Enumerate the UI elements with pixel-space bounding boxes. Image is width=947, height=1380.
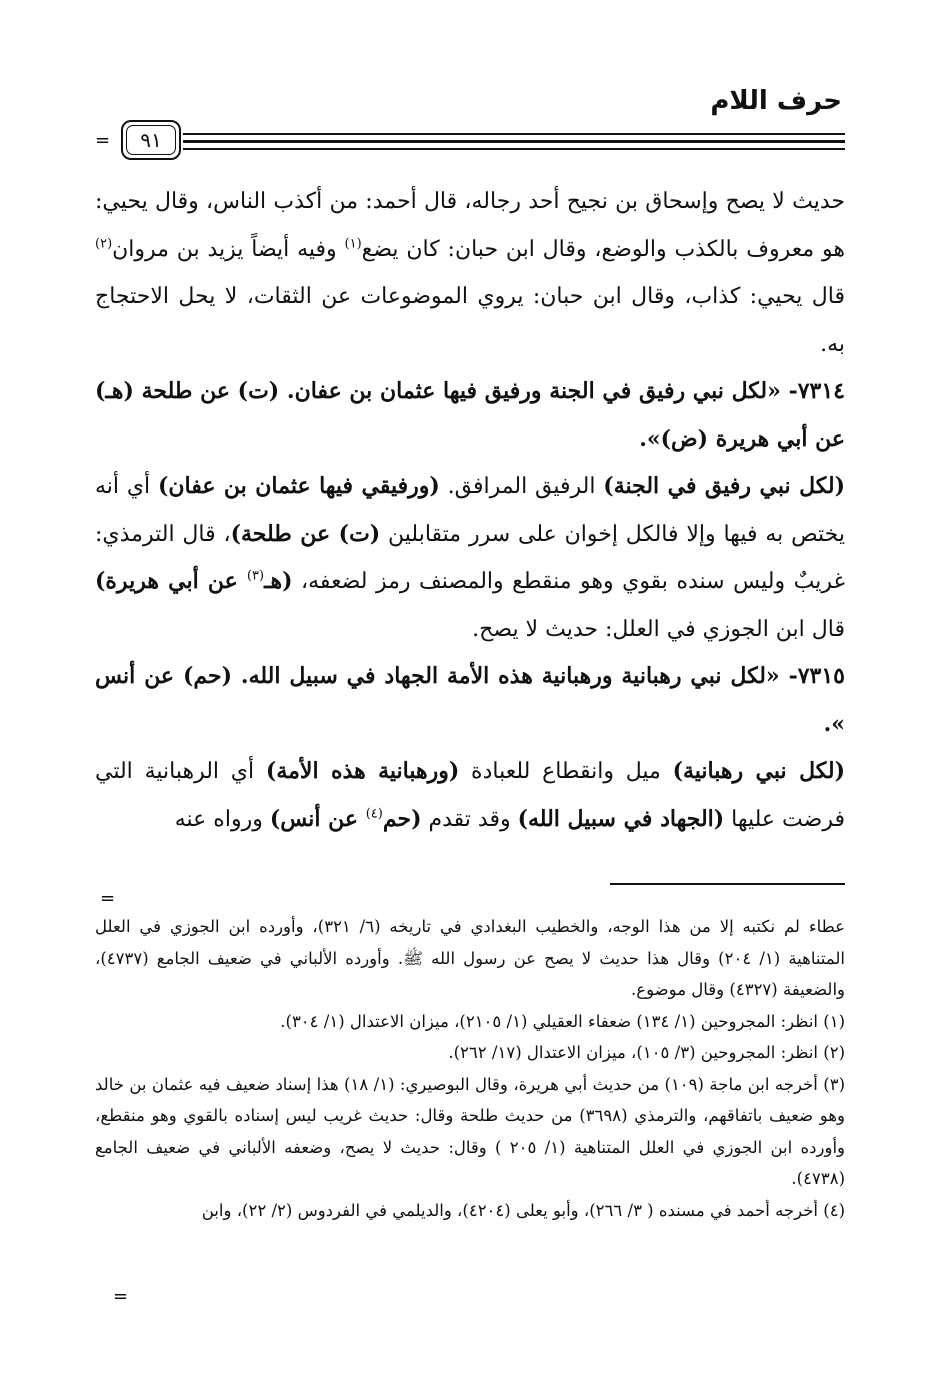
- footnote-ref: (٢): [95, 236, 113, 252]
- bold-run: عن أنس): [269, 805, 366, 832]
- footnote-ref: (٤): [365, 806, 383, 822]
- bold-run: عن أبي هريرة): [95, 568, 247, 594]
- footnote-2: (٢) انظر: المجروحين (٣/ ١٠٥)، ميزان الاعتدال (١٧/ ٢٦٢).: [448, 1043, 845, 1062]
- footnote-1: (١) انظر: المجروحين (١/ ١٣٤) ضعفاء العقيلي (١/ ٢١٠٥)، ميزان الاعتدال (١/ ٣٠٤).: [280, 1011, 845, 1031]
- bold-run: (هـ: [264, 568, 293, 594]
- header-rule-line: [183, 133, 845, 135]
- text-run: أي الرهبانية التي فرضت عليها: [95, 759, 845, 832]
- footnote-carry: عطاء لم نكتبه إلا من هذا الوجه، والخطيب البغدادي في تاريخه (٦/ ٣٢١)، وأورده ابن الجوزي في العلل المتناهية (١/ ٢٠٤) وقال هذا حديث لا يصح عن رسول الله ﷺ. وأورده الألباني في ضعيف الجامع (٤٧٣٧)، والضعيفة (٤٣٢٧) وقال موضوع.: [95, 917, 845, 999]
- bold-run: (لكل نبي رهبانية): [672, 758, 846, 784]
- bold-run: (ورفيقي فيها عثمان بن عفان): [157, 473, 440, 499]
- main-text: [95, 178, 845, 843]
- text-run: ميل وانقطاع للعبادة: [459, 759, 673, 784]
- hadith-text: ٧٣١٤- «لكل نبي رفيق في الجنة ورفيق فيها عثمان بن عفان. (ت) عن طلحة (هـ) عن أبي هريرة (ض)».: [95, 378, 845, 452]
- text-run: حديث لا يصح وإسحاق بن نجيح أحد رجاله، قال أحمد: من أكذب الناس، وقال يحيي: هو معروف بالكذب والوضع، وقال ابن حبان: كان يضع: [95, 189, 845, 262]
- header-rule-line: [183, 148, 845, 150]
- footnotes: [95, 911, 845, 1226]
- text-run: وقد تقدم: [421, 806, 518, 832]
- bold-run: (الجهاد في سبيل الله): [517, 805, 725, 832]
- bold-run: (ورهبانية هذه الأمة): [265, 758, 460, 784]
- text-run: الرفيق المرافق.: [439, 474, 604, 499]
- bold-run: (حم: [382, 805, 422, 832]
- paragraph: [95, 748, 845, 843]
- continuation-mark: =: [100, 888, 116, 909]
- paragraph: [95, 178, 845, 368]
- running-title: حرف اللام: [710, 86, 842, 116]
- footnote-4: (٤) أخرجه أحمد في مسنده ( ٣/ ٢٦٦)، وأبو يعلى (٤٢٠٤)، والديلمي في الفردوس (٢/ ٢٢)، وابن: [201, 1200, 845, 1220]
- text-run: أي أنه يختص به فيها وإلا فالكل إخوان على سرر متقابلين: [95, 474, 846, 547]
- text-run: ، قال الترمذي: غريبٌ وليس سنده بقوي وهو منقطع والمصنف رمز لضعفه،: [95, 521, 845, 594]
- paragraph: [95, 463, 845, 653]
- text-run: قال يحيي: كذاب، وقال ابن حبان: يروي الموضوعات عن الثقات، لا يحل الاحتجاج به.: [95, 284, 845, 357]
- footnote-ref: (١): [344, 236, 362, 252]
- text-run: وفيه أيضاً يزيد بن مروان: [112, 236, 345, 262]
- page-number: ٩١: [140, 128, 162, 152]
- footnote-3: (٣) أخرجه ابن ماجة (١٠٩) من حديث أبي هريرة، وقال البوصيري: (١/ ١٨) هذا إسناد ضعيف فيه عثمان بن خالد وهو ضعيف باتفاقهم، والترمذي (٣٦٩٨) من حديث طلحة وقال: حديث غريب ليس إسناده بالقوي وهو منقطع، وأورده ابن الجوزي في العلل المتناهية (١/ ٢٠٥ ) وقال: حديث لا يصح، وضعفه الألباني في ضعيف الجامع (٤٧٣٨).: [95, 1074, 846, 1188]
- footnote-ref: (٣): [246, 568, 265, 584]
- bold-run: (لكل نبي رفيق في الجنة): [603, 473, 845, 499]
- bold-run: (ت) عن طلحة): [230, 520, 381, 547]
- header-rule: [95, 120, 845, 160]
- text-run: قال ابن الجوزي في العلل: حديث لا يصح.: [472, 616, 845, 642]
- hadith-text: ٧٣١٥- «لكل نبي رهبانية ورهبانية هذه الأمة الجهاد في سبيل الله. (حم) عن أنس ».: [95, 663, 845, 737]
- text-run: ورواه عنه: [174, 806, 270, 832]
- header-rule-line: [183, 140, 845, 143]
- page-number-frame: [121, 120, 181, 160]
- footnote-separator: [610, 883, 845, 885]
- continuation-mark: =: [113, 1286, 129, 1307]
- hadith-heading: [95, 653, 845, 748]
- hadith-heading: [95, 368, 845, 463]
- edge-mark: =: [95, 130, 111, 151]
